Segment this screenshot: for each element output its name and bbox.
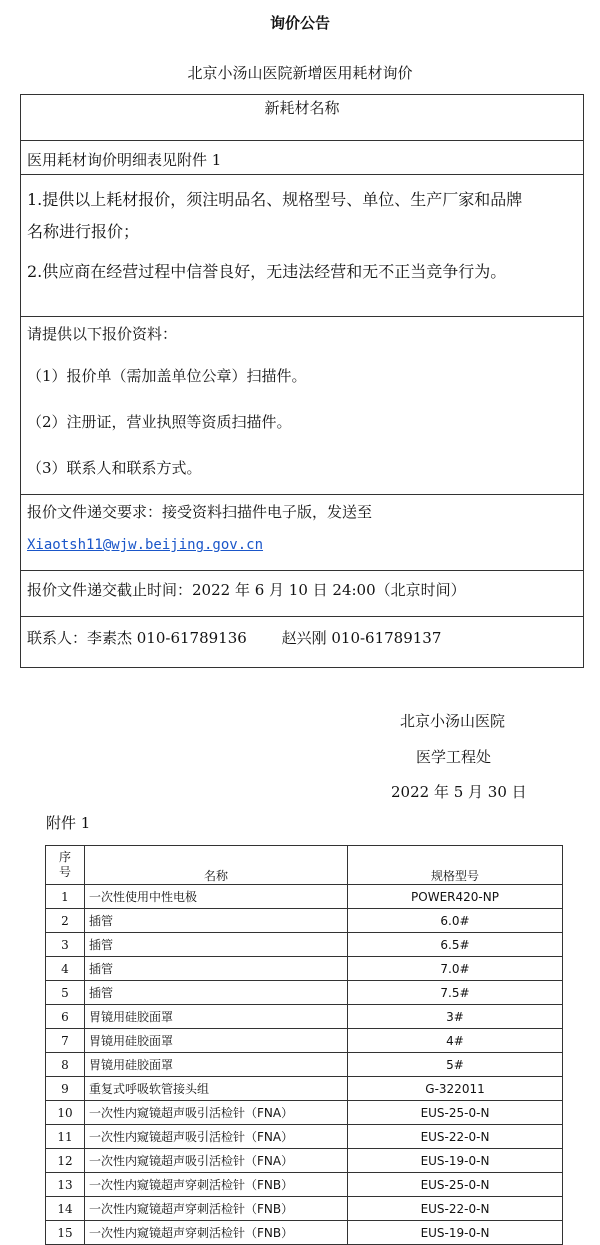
row-section-name [21, 95, 583, 141]
row-spec: G-322011 [348, 1077, 563, 1101]
row-number: 13 [46, 1173, 85, 1197]
row-name: 一次性内窥镜超声吸引活检针（FNA） [85, 1149, 348, 1173]
table-row [46, 957, 563, 981]
page-title: 询价公告 [269, 14, 330, 32]
contact-info: 联系人：李素杰 010-61789136 赵兴刚 010-61789137 [27, 629, 442, 647]
row-number: 8 [46, 1053, 85, 1077]
table-row [46, 933, 563, 957]
row-deadline [21, 571, 583, 617]
row-name: 一次性内窥镜超声穿刺活检针（FNB） [85, 1173, 348, 1197]
submission-requirement: 报价文件递交要求：接受资料扫描件电子版，发送至 [27, 503, 373, 521]
header-name: 名称 [85, 846, 348, 885]
table-row [46, 1029, 563, 1053]
table-row [46, 1053, 563, 1077]
requirement-1-line-2: 名称进行报价； [27, 222, 140, 241]
row-number: 7 [46, 1029, 85, 1053]
row-submission [21, 495, 583, 571]
row-number: 11 [46, 1125, 85, 1149]
page-subtitle: 北京小汤山医院新增医用耗材询价 [187, 64, 413, 82]
table-row [46, 1149, 563, 1173]
row-number: 1 [46, 885, 85, 909]
row-name: 插管 [85, 957, 348, 981]
section-name: 新耗材名称 [264, 99, 340, 117]
row-spec: EUS-19-0-N [348, 1149, 563, 1173]
row-spec: 3# [348, 1005, 563, 1029]
row-number: 2 [46, 909, 85, 933]
material-2: （2）注册证，营业执照等资质扫描件。 [27, 413, 292, 431]
row-spec: 6.0# [348, 909, 563, 933]
row-contact [21, 617, 583, 667]
submission-deadline: 报价文件递交截止时间：2022 年 6 月 10 日 24:00（北京时间） [27, 581, 466, 599]
row-number: 12 [46, 1149, 85, 1173]
header-no-line-1: 序 [58, 850, 71, 864]
header-no [46, 846, 85, 885]
materials-intro: 请提供以下报价资料： [27, 325, 178, 343]
row-name: 插管 [85, 909, 348, 933]
table-row [46, 1221, 563, 1245]
row-name: 一次性内窥镜超声穿刺活检针（FNB） [85, 1221, 348, 1245]
row-number: 5 [46, 981, 85, 1005]
signature-org: 北京小汤山医院 [400, 712, 506, 730]
table-row [46, 885, 563, 909]
row-name: 胃镜用硅胶面罩 [85, 1029, 348, 1053]
row-spec: POWER420-NP [348, 885, 563, 909]
row-name: 插管 [85, 981, 348, 1005]
header-spec: 规格型号 [348, 846, 563, 885]
attachment-label: 附件 1 [46, 814, 91, 832]
material-1: （1）报价单（需加盖单位公章）扫描件。 [27, 367, 307, 385]
submission-email-link[interactable]: Xiaotsh11@wjw.beijing.gov.cn [27, 537, 264, 553]
row-spec: EUS-22-0-N [348, 1125, 563, 1149]
row-name: 插管 [85, 933, 348, 957]
row-name: 一次性使用中性电极 [85, 885, 348, 909]
row-number: 10 [46, 1101, 85, 1125]
row-number: 6 [46, 1005, 85, 1029]
table-header-row [46, 846, 563, 885]
table-row [46, 1125, 563, 1149]
row-number: 15 [46, 1221, 85, 1245]
signature-date: 2022 年 5 月 30 日 [391, 783, 527, 801]
row-spec: EUS-25-0-N [348, 1101, 563, 1125]
row-name: 一次性内窥镜超声穿刺活检针（FNB） [85, 1197, 348, 1221]
row-spec: 4# [348, 1029, 563, 1053]
row-requirements [21, 175, 583, 317]
table-row [46, 1101, 563, 1125]
row-number: 3 [46, 933, 85, 957]
table-row [46, 1077, 563, 1101]
requirement-1-line-1: 1.提供以上耗材报价，须注明品名、规格型号、单位、生产厂家和品牌 [27, 190, 523, 209]
header-no-line-2: 号 [58, 865, 71, 879]
row-name: 一次性内窥镜超声吸引活检针（FNA） [85, 1101, 348, 1125]
row-name: 胃镜用硅胶面罩 [85, 1005, 348, 1029]
row-name: 一次性内窥镜超声吸引活检针（FNA） [85, 1125, 348, 1149]
row-spec: 7.5# [348, 981, 563, 1005]
row-spec: EUS-25-0-N [348, 1173, 563, 1197]
attachment-table [45, 845, 563, 1245]
table-row [46, 981, 563, 1005]
requirement-2: 2.供应商在经营过程中信誉良好，无违法经营和无不正当竞争行为。 [27, 262, 507, 281]
material-3: （3）联系人和联系方式。 [27, 459, 202, 477]
signature-dept: 医学工程处 [416, 748, 492, 766]
row-spec: EUS-19-0-N [348, 1221, 563, 1245]
table-row [46, 1005, 563, 1029]
detail-reference: 医用耗材询价明细表见附件 1 [27, 151, 222, 169]
row-spec: 6.5# [348, 933, 563, 957]
row-materials [21, 317, 583, 495]
row-spec: EUS-22-0-N [348, 1197, 563, 1221]
table-row [46, 1197, 563, 1221]
row-spec: 7.0# [348, 957, 563, 981]
row-name: 胃镜用硅胶面罩 [85, 1053, 348, 1077]
table-row [46, 909, 563, 933]
row-number: 14 [46, 1197, 85, 1221]
row-number: 9 [46, 1077, 85, 1101]
table-row [46, 1173, 563, 1197]
row-number: 4 [46, 957, 85, 981]
row-detail-ref [21, 141, 583, 175]
notice-table [20, 94, 584, 668]
row-name: 重复式呼吸软管接头组 [85, 1077, 348, 1101]
row-spec: 5# [348, 1053, 563, 1077]
